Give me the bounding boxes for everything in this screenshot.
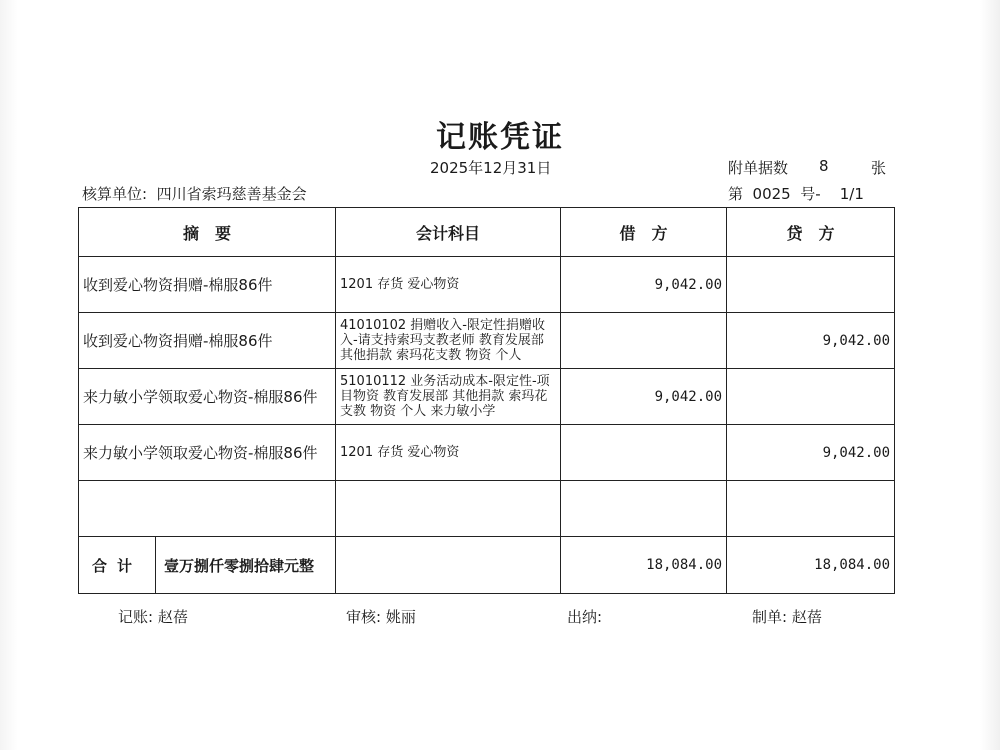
- credit-cell: [727, 257, 895, 313]
- table-header-row: [79, 208, 895, 257]
- total-credit-cell: 18,084.00: [727, 537, 895, 594]
- voucher-number: 第 0025 号- 1/1: [728, 185, 864, 203]
- table-row-empty: [79, 481, 895, 537]
- summary-cell: 来力敏小学领取爱心物资-棉服86件: [79, 425, 336, 481]
- cashier-signature: 出纳:: [567, 608, 603, 626]
- bookkeeper-signature: 记账: 赵蓓: [118, 608, 188, 626]
- table-row: [79, 425, 895, 481]
- attachments-count: 8: [819, 157, 829, 175]
- total-amount-in-words: 壹万捌仟零捌拾肆元整: [164, 556, 315, 575]
- debit-cell: [561, 481, 727, 537]
- column-header-debit: 借 方: [561, 208, 727, 257]
- account-cell: [336, 481, 561, 537]
- table-row: [79, 369, 895, 425]
- table-row: [79, 313, 895, 369]
- summary-cell: 收到爱心物资捐赠-棉服86件: [79, 257, 336, 313]
- credit-cell: [727, 481, 895, 537]
- account-cell: 1201 存货 爱心物资: [336, 425, 561, 481]
- total-debit-cell: 18,084.00: [561, 537, 727, 594]
- debit-cell: 9,042.00: [561, 257, 727, 313]
- attachments-unit: 张: [871, 159, 887, 177]
- organization: [82, 183, 307, 204]
- total-row: [79, 537, 895, 594]
- column-header-summary: 摘 要: [79, 208, 336, 257]
- summary-cell: 收到爱心物资捐赠-棉服86件: [79, 313, 336, 369]
- credit-cell: 9,042.00: [727, 313, 895, 369]
- column-header-account: 会计科目: [336, 208, 561, 257]
- reviewer-signature: 审核: 姚丽: [346, 608, 416, 626]
- preparer-signature: 制单: 赵蓓: [752, 608, 822, 626]
- attachments-label: 附单据数: [728, 159, 789, 177]
- credit-cell: 9,042.00: [727, 425, 895, 481]
- summary-cell: [79, 481, 336, 537]
- organization-name: 四川省索玛慈善基金会: [156, 185, 307, 203]
- voucher-title: 记账凭证: [436, 120, 564, 155]
- organization-label: 核算单位:: [82, 185, 148, 203]
- summary-cell: 来力敏小学领取爱心物资-棉服86件: [79, 369, 336, 425]
- column-header-credit: 贷 方: [727, 208, 895, 257]
- credit-cell: [727, 369, 895, 425]
- debit-cell: [561, 313, 727, 369]
- total-label: 合计: [79, 537, 156, 593]
- table-row: [79, 257, 895, 313]
- total-words-spill: [336, 537, 561, 594]
- total-label-cell: [79, 537, 336, 594]
- account-cell: 41010102 捐赠收入-限定性捐赠收入-请支持索玛支教老师 教育发展部 其他捐款 索玛花支教 物资 个人: [336, 313, 561, 369]
- debit-cell: [561, 425, 727, 481]
- voucher-date: 2025年12月31日: [430, 159, 552, 177]
- debit-cell: 9,042.00: [561, 369, 727, 425]
- account-cell: 51010112 业务活动成本-限定性-项目物资 教育发展部 其他捐款 索玛花支教 物资 个人 来力敏小学: [336, 369, 561, 425]
- account-cell: 1201 存货 爱心物资: [336, 257, 561, 313]
- voucher-table: [78, 207, 895, 594]
